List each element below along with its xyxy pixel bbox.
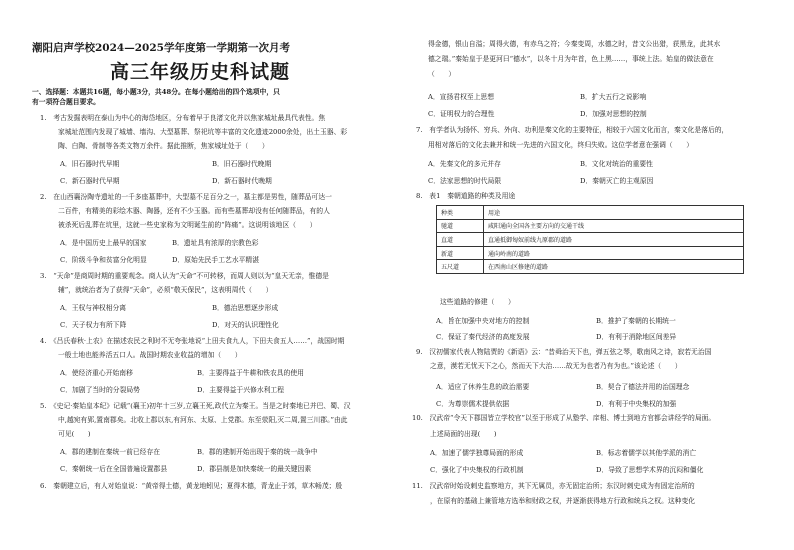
q1-stem-line1: 1. 考古发掘表明在泰山为中心的海岱地区，分布着早于良渚文化并以焦家城址最具代表性。焦 [40, 114, 326, 122]
q6-option-d[interactable]: D．加强对思想的控制 [580, 110, 647, 118]
q4-option-a[interactable]: A．使经济重心开始南移 [60, 369, 133, 377]
table-header-type: 种类 [437, 206, 484, 220]
q10-option-d[interactable]: D．导致了思想学术界的沉闷和僵化 [596, 466, 704, 474]
q7-stem-line2: 用相对落后的文化去兼并和统一先进的六国文化，终归失败。这位学者意在强调（ ） [428, 141, 694, 149]
q2-stem-line2: 二百件，有精美的彩绘木器、陶器，还有不少玉器。而有些墓葬却没有任何随葬品，有的人 [58, 207, 330, 215]
table-row [437, 233, 744, 247]
q9-stem-line1: 9. 汉初儒家代表人物陆贾的《新语》云：“昔舜治天下也，弹五弦之琴，歌南风之诗，寂若无治国 [416, 348, 712, 356]
q4-option-d[interactable]: D．主要得益于兴修水利工程 [197, 386, 285, 394]
q1-option-a[interactable]: A．旧石器时代早期 [60, 160, 120, 168]
q4-option-c[interactable]: C．加剧了当时的分裂局势 [60, 386, 140, 394]
q8-option-a[interactable]: A．旨在加强中央对地方的控制 [436, 317, 530, 325]
q8-option-d[interactable]: D．有利于消除地区间差异 [596, 333, 677, 341]
q10-stem-line2: 上述局面的出现( ) [430, 430, 497, 438]
q10-option-b[interactable]: B．标志着儒学以其他学派的消亡 [596, 449, 697, 457]
q2-option-b[interactable]: B．遗址具有浓厚的宗教色彩 [172, 239, 259, 247]
q11-stem-line1: 11. 汉武帝时始设刺史监察地方，其下无属员，亦无固定治所；东汉时刺史成为有固定治所的 [412, 482, 695, 490]
table-cell-use: 咸阳通向全国各主要方向的交通干线 [484, 219, 744, 233]
q5-option-d[interactable]: D．郡县制是加快秦统一的最关键因素 [197, 465, 312, 473]
q3-stem-line2: 辅”，就统治者为了获得“天命”，必须“敬天保民”，这表明周代（ ） [58, 286, 273, 294]
q2-stem-line3: 被杀死后乱葬在坑里，这就一些史家称为文明诞生前的“阵痛”。这说明该地区（ ） [58, 221, 317, 229]
q2-stem-line1: 2. 在山西襄汾陶寺遗址的一千多座墓葬中，大型墓不足百分之一，墓主都是男性，随葬品可达一 [40, 193, 332, 201]
q6-stem-line1: 6. 秦朝建立后，有人对始皇说：“黄帝得土德，黄龙地蚓见；夏得木德，青龙止于郊，草木畅茂；殷 [40, 482, 343, 490]
table-cell-use: 在西南山区修建的道路 [484, 260, 744, 274]
q6-option-c[interactable]: C．证明权力的合理性 [428, 110, 495, 118]
q8-table-caption: 8. 表1 秦朝道路的种类及用途 [416, 192, 516, 200]
q6-continued-line1: 得金德，银山自溢；周得火德，有赤乌之符；今秦变周，水德之时，昔文公出猎，获黑龙，此其水 [428, 40, 721, 48]
q7-stem-line1: 7. 有学者认为扬怀、穷兵、外向、功利是秦文化的主要特征，相较于六国文化而言，秦文化是落后的， [416, 126, 729, 134]
school-exam-header: 潮阳启声学校2024—2025学年度第一学期第一次月考 [32, 42, 290, 54]
q9-stem-line2: 之意，漠若无忧天下之心，然而天下大治……故无为也者乃有为也。”该论述（ ） [430, 362, 682, 370]
q3-stem-line1: 3. “天命”是商周时期的重要观念。商人认为“天命”不可转移，而周人则以为“皇天无亲，惟德是 [40, 272, 329, 280]
q9-option-c[interactable]: C．为尊崇儒术提供依据 [436, 400, 510, 408]
table-cell-type: 直道 [437, 233, 484, 247]
q1-stem-line2: 家城址范围内发现了城墙、墙沟、大型墓葬、祭祀坑等丰富的文化遗迹2000余处，出土玉器、彩 [58, 128, 348, 136]
q10-stem-line1: 10. 汉武帝“令天下郡国皆立学校官”以至于形成了从塾学、庠相、博士到地方官都会讲经学的局面。 [412, 414, 716, 422]
q5-option-c[interactable]: C．秦朝统一后在全国普遍设置郡县 [60, 465, 168, 473]
q9-option-a[interactable]: A．适应了休养生息的政治需要 [436, 383, 530, 391]
q4-option-b[interactable]: B．主要得益于牛耕和铁农具的使用 [197, 369, 304, 377]
q2-option-a[interactable]: A．是中国历史上最早的国家 [60, 239, 147, 247]
section-instruction-line2: 有一项符合题目要求。 [32, 98, 100, 106]
table-row [437, 219, 744, 233]
q8-option-b[interactable]: B．推护了秦朝的长期统一 [596, 317, 676, 325]
q3-option-d[interactable]: D．对天的认识理性化 [212, 321, 279, 329]
q5-option-b[interactable]: B．郡的建制开始出现于秦的统一战争中 [197, 448, 318, 456]
q9-option-b[interactable]: B．契合了德法并用的治国理念 [596, 383, 690, 391]
q10-option-a[interactable]: A．加速了儒学独尊局面的形成 [430, 449, 524, 457]
table-header-row [437, 206, 744, 220]
q7-option-c[interactable]: C．法家思想的时代局限 [428, 177, 502, 185]
table-header-use: 用途 [484, 206, 744, 220]
q6-continued-line3: （ ） [428, 70, 456, 78]
q6-option-a[interactable]: A．宣扬君权至上思想 [428, 93, 495, 101]
q9-option-d[interactable]: D．有利于中央集权的加强 [596, 400, 677, 408]
q7-option-b[interactable]: B．文化对统治的重要性 [580, 160, 653, 168]
q5-stem-line2: 中,越宛有郢,置南郡矣。北收上郡以东,有河东、太原、上党郡。东至荥阳,灭二周,置三川郡。”由此 [58, 416, 348, 424]
q4-stem-line2: 一般土地也能养活五口人。战国时期农业收益的增加（ ） [58, 351, 242, 359]
q4-stem-line1: 4. 《吕氏春秋·上农》在描述农民之利时不无夸张地说“上田夫食九人，下田夫食五人……”，战国时期 [40, 337, 345, 345]
table-row [437, 246, 744, 260]
q5-option-a[interactable]: A．郡的建制在秦统一前已经存在 [60, 448, 161, 456]
table-row [437, 260, 744, 274]
q6-continued-line2: 德之瑞。”秦始皇于是更河曰“德水”，以冬十月为年首，色上黑……，事统上法。始皇的做法意在 [428, 55, 714, 63]
q3-option-c[interactable]: C．天子权力有所下降 [60, 321, 127, 329]
q3-option-b[interactable]: B．德治思想逐步形成 [212, 304, 279, 312]
q7-option-a[interactable]: A．先秦文化的多元并存 [428, 160, 501, 168]
q3-option-a[interactable]: A．王权与神权相分离 [60, 304, 127, 312]
q10-option-c[interactable]: C．强化了中央集权的行政机制 [430, 466, 524, 474]
q1-option-b[interactable]: B．旧石器时代晚期 [212, 160, 272, 168]
exam-title: 高三年级历史科试题 [110, 61, 291, 83]
table-cell-use: 通向岭南的道路 [484, 246, 744, 260]
q1-stem-line3: 陶、白陶、骨制等各类文物万余件。据此推断，焦家城址处于（ ） [58, 142, 269, 150]
q2-option-c[interactable]: C．阶级斗争和贫富分化明显 [60, 256, 147, 264]
table-cell-type: 新道 [437, 246, 484, 260]
q2-option-d[interactable]: D．原始先民手工艺水平精湛 [172, 256, 260, 264]
roads-table [436, 205, 744, 274]
section-instruction-line1: 一、选择题：本题共16题，每小题3分，共48分。在每小题给出的四个选项中，只 [32, 88, 280, 96]
table-cell-type: 驰道 [437, 219, 484, 233]
table-cell-use: 直通抵御匈奴前线九原郡的道路 [484, 233, 744, 247]
q5-stem-line3: 可见( ) [58, 430, 91, 438]
table-cell-type: 五尺道 [437, 260, 484, 274]
q7-option-d[interactable]: D．秦朝灭亡的主观原因 [580, 177, 654, 185]
q8-option-c[interactable]: C．保证了秦代经济的高度发展 [436, 333, 530, 341]
q6-option-b[interactable]: B．扩大五行之说影响 [580, 93, 647, 101]
q1-option-c[interactable]: C．新石器时代早期 [60, 177, 120, 185]
q11-stem-line2: ，在原有的基础上兼管地方选举和财政之权，并逐渐获得地方行政和统兵之权。这种变化 [430, 497, 696, 505]
q1-option-d[interactable]: D．新石器时代晚期 [212, 177, 272, 185]
q8-stem: 这些道路的修建（ ） [440, 298, 515, 306]
q5-stem-line1: 5. 《史记·秦始皇本纪》记载“(襄王)初年十三岁,立襄王死,政代立为秦王。当是之时秦地已并巴、蜀、汉 [40, 402, 351, 410]
